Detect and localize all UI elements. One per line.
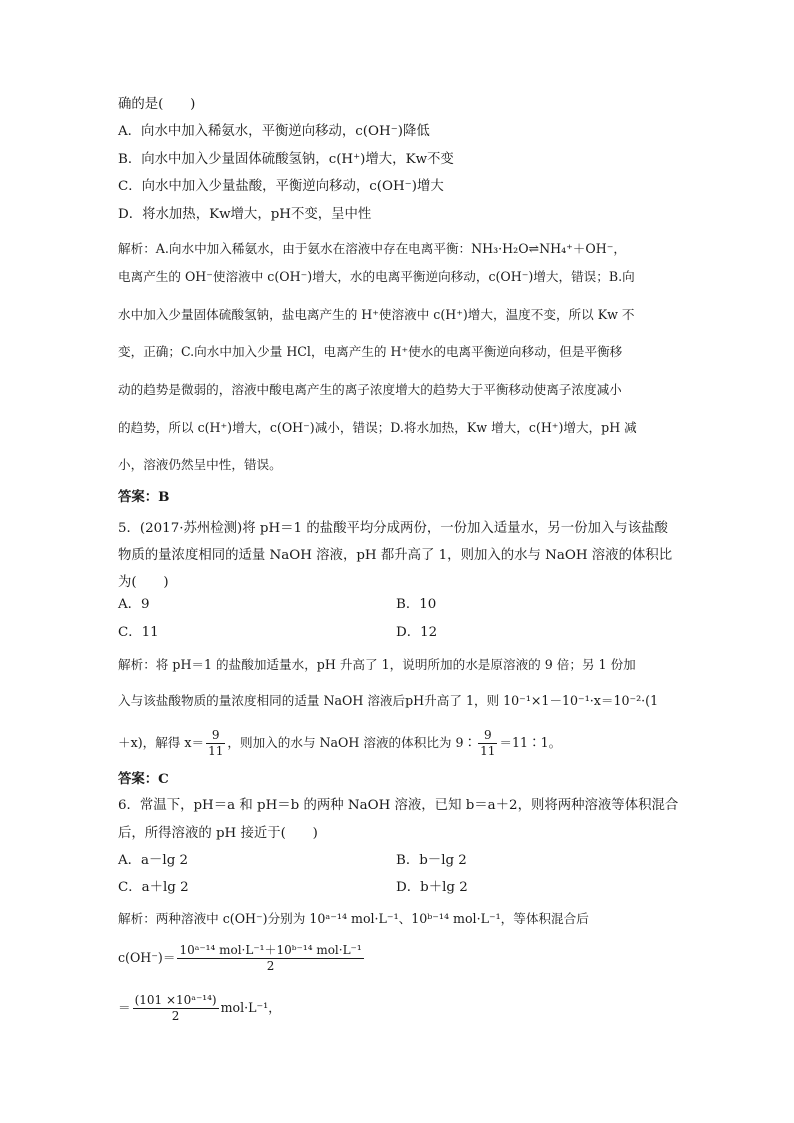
fraction-ratio-denominator: 11 xyxy=(480,744,496,758)
q6-stem-line-1: 6．常温下，pH＝a 和 pH＝b 的两种 NaOH 溶液，已知 b＝a＋2，则将两种溶液等体积混合 xyxy=(118,798,679,813)
q5-option-d: D．12 xyxy=(396,625,438,640)
q5-stem-line-2: 物质的量浓度相同的适量 NaOH 溶液，pH 都升高了 1，则加入的水与 NaOH 溶液的体积比 xyxy=(118,548,673,563)
q6-option-a: A．a－lg 2 xyxy=(118,853,189,868)
fraction-simplified-numerator: (101 ×10ᵃ⁻¹⁴) xyxy=(134,993,217,1007)
q4-option-b: B．向水中加入少量固体硫酸氢钠，c(H⁺)增大，Kw不变 xyxy=(118,152,454,167)
fraction-mixed-concentration xyxy=(177,943,363,974)
q6-explanation-line-1: 解析：两种溶液中 c(OH⁻)分别为 10ᵃ⁻¹⁴ mol·L⁻¹、10ᵇ⁻¹⁴ mol·L⁻¹，等体积混合后 xyxy=(118,911,589,926)
q5-stem-line-3: 为( ) xyxy=(118,575,169,590)
q4-option-a: A．向水中加入稀氨水，平衡逆向移动，c(OH⁻)降低 xyxy=(118,124,430,139)
q4-explanation-line-7: 小，溶液仍然呈中性，错误。 xyxy=(118,457,282,472)
q4-explanation-line-4: 变，正确；C.向水中加入少量 HCl，电离产生的 H⁺使水的电离平衡逆向移动，但是平衡移 xyxy=(118,344,623,359)
q6-explanation-line-2 xyxy=(118,940,366,976)
q4-explanation-line-2: 电离产生的 OH⁻使溶液中 c(OH⁻)增大，水的电离平衡逆向移动，c(OH⁻)增大，错误；B.向 xyxy=(118,269,635,284)
q6-explanation-unit: mol·L⁻¹， xyxy=(220,1000,281,1015)
q5-option-a: A．9 xyxy=(118,597,150,612)
q5-explanation-line-3-part-a: ＋x)，解得 x＝ xyxy=(118,735,205,750)
q4-stem-tail: 确的是( ) xyxy=(118,97,196,112)
q5-explanation-line-3-part-b: ，则加入的水与 NaOH 溶液的体积比为 9∶ xyxy=(227,735,477,750)
q4-option-c: C．向水中加入少量盐酸，平衡逆向移动，c(OH⁻)增大 xyxy=(118,179,444,194)
q4-option-d: D．将水加热，Kw增大，pH不变，呈中性 xyxy=(118,207,372,222)
q6-stem-line-2: 后，所得溶液的 pH 接近于( ) xyxy=(118,826,318,841)
q5-explanation-line-1: 解析：将 pH＝1 的盐酸加适量水，pH 升高了 1，说明所加的水是原溶液的 9 倍；另 1 份加 xyxy=(118,657,636,672)
fraction-ratio-numerator: 9 xyxy=(478,728,497,744)
fraction-x-denominator: 11 xyxy=(208,744,224,758)
fraction-simplified xyxy=(133,993,219,1024)
q5-answer: 答案：C xyxy=(118,771,169,787)
q5-explanation-line-3-part-c: ＝11∶1。 xyxy=(499,735,562,750)
q6-explanation-equals: ＝ xyxy=(118,1000,131,1015)
fraction-x xyxy=(206,728,225,759)
q4-explanation-line-3: 水中加入少量固体硫酸氢钠，盐电离产生的 H⁺使溶液中 c(H⁺)增大，温度不变，所以 Kw 不 xyxy=(118,307,635,322)
q6-explanation-line-3 xyxy=(118,990,281,1026)
q6-explanation-lhs: c(OH⁻)＝ xyxy=(118,950,176,965)
q6-option-b: B．b－lg 2 xyxy=(396,853,467,868)
fraction-simplified-denominator: 2 xyxy=(171,1009,180,1023)
q4-answer: 答案：B xyxy=(118,489,170,505)
fraction-x-numerator: 9 xyxy=(206,728,225,744)
q5-explanation-line-3 xyxy=(118,725,561,761)
q5-explanation-line-2: 入与该盐酸物质的量浓度相同的适量 NaOH 溶液后pH升高了 1，则 10⁻¹×1－10⁻¹·x＝10⁻²·(1 xyxy=(118,693,659,708)
q4-explanation-line-1: 解析：A.向水中加入稀氨水，由于氨水在溶液中存在电离平衡：NH₃·H₂O⇌NH₄⁺＋OH⁻， xyxy=(118,241,626,256)
q6-option-c: C．a＋lg 2 xyxy=(118,880,189,895)
q5-stem-line-1: 5．(2017·苏州检测)将 pH＝1 的盐酸平均分成两份，一份加入适量水，另一份加入与该盐酸 xyxy=(118,521,668,536)
q5-option-b: B．10 xyxy=(396,597,437,612)
fraction-ratio xyxy=(478,728,497,759)
q5-option-c: C．11 xyxy=(118,625,159,640)
q4-explanation-line-5: 动的趋势是微弱的，溶液中酸电离产生的离子浓度增大的趋势大于平衡移动使离子浓度减小 xyxy=(118,382,622,397)
q6-option-d: D．b＋lg 2 xyxy=(396,880,468,895)
q4-explanation-line-6: 的趋势，所以 c(H⁺)增大，c(OH⁻)减小，错误；D.将水加热，Kw 增大，c(H⁺)增大，pH 减 xyxy=(118,420,637,435)
fraction-mixed-denominator: 2 xyxy=(266,959,275,973)
fraction-mixed-numerator: 10ᵃ⁻¹⁴ mol·L⁻¹＋10ᵇ⁻¹⁴ mol·L⁻¹ xyxy=(179,943,362,957)
